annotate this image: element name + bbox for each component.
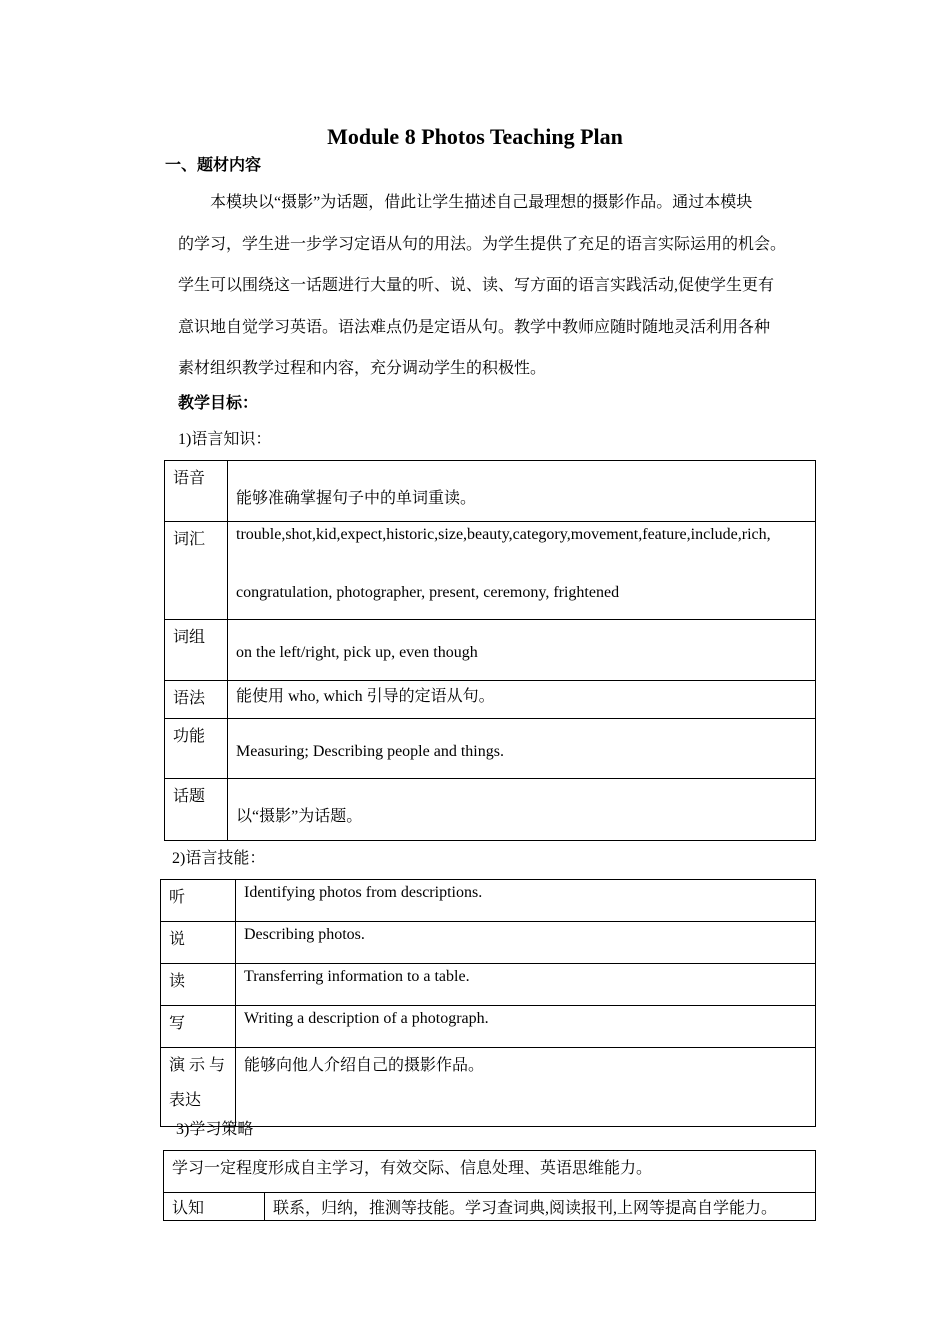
row-value: 能使用 who, which 引导的定语从句。	[228, 681, 816, 719]
knowledge-heading: 1)语言知识：	[178, 431, 272, 448]
table-row	[165, 681, 816, 719]
table-row	[164, 1193, 816, 1221]
row-value: on the left/right, pick up, even though	[228, 620, 816, 681]
table-row	[164, 1151, 816, 1193]
row-key: 词汇	[165, 522, 228, 620]
strategy-summary: 学习一定程度形成自主学习，有效交际、信息处理、英语思维能力。	[164, 1151, 816, 1193]
row-value: Measuring; Describing people and things.	[228, 719, 816, 779]
row-value: 能够向他人介绍自己的摄影作品。	[236, 1048, 816, 1127]
row-key: 功能	[165, 719, 228, 779]
intro-line: 意识地自觉学习英语。语法难点仍是定语从句。教学中教师应随时随地灵活利用各种	[178, 318, 771, 336]
table-row	[161, 964, 816, 1006]
row-value: Writing a description of a photograph.	[236, 1006, 816, 1048]
row-value: 能够准确掌握句子中的单词重读。	[228, 461, 816, 522]
table-row	[161, 1006, 816, 1048]
goals-heading: 教学目标：	[178, 393, 259, 412]
table-row	[165, 461, 816, 522]
table-row	[165, 779, 816, 841]
row-value: 以“摄影”为话题。	[228, 779, 816, 841]
intro-line: 素材组织教学过程和内容，充分调动学生的积极性。	[178, 360, 547, 377]
row-value: trouble,shot,kid,expect,historic,size,beauty,category,movement,feature,include,rich, congratulation, photographer, present, ceremony, frightened	[228, 522, 816, 620]
row-key: 读	[161, 964, 236, 1006]
learning-strategy-table	[163, 1150, 816, 1221]
intro-line: 学生可以围绕这一话题进行大量的听、说、读、写方面的语言实践活动,促使学生更有	[178, 277, 775, 294]
row-value: Identifying photos from descriptions.	[236, 880, 816, 922]
row-key: 听	[161, 880, 236, 922]
row-key: 语音	[165, 461, 228, 522]
section-heading-topic: 一、题材内容	[165, 155, 262, 174]
row-value: Describing photos.	[236, 922, 816, 964]
document-title: Module 8 Photos Teaching Plan	[327, 124, 623, 149]
table-row	[165, 719, 816, 779]
skills-heading: 2)语言技能：	[172, 850, 266, 867]
row-key: 话题	[165, 779, 228, 841]
table-row	[161, 922, 816, 964]
table-row	[165, 522, 816, 620]
strategy-heading: 3)学习策略	[176, 1121, 254, 1138]
language-knowledge-table	[164, 460, 816, 841]
row-key: 语法	[165, 681, 228, 719]
row-value: Transferring information to a table.	[236, 964, 816, 1006]
row-key: 词组	[165, 620, 228, 681]
row-key: 写	[161, 1006, 236, 1048]
intro-line: 本模块以“摄影”为话题，借此让学生描述自己最理想的摄影作品。通过本模块	[210, 194, 753, 211]
row-key: 认知	[164, 1193, 265, 1221]
intro-paragraph	[178, 182, 838, 390]
table-row	[161, 880, 816, 922]
table-row	[161, 1048, 816, 1127]
row-key: 说	[161, 922, 236, 964]
language-skills-table	[160, 879, 816, 1127]
row-key: 演 示 与 表达	[161, 1048, 236, 1127]
table-row	[165, 620, 816, 681]
row-value: 联系，归纳，推测等技能。学习查词典,阅读报刊,上网等提高自学能力。	[265, 1193, 816, 1221]
intro-line: 的学习，学生进一步学习定语从句的用法。为学生提供了充足的语言实际运用的机会。	[178, 235, 787, 253]
